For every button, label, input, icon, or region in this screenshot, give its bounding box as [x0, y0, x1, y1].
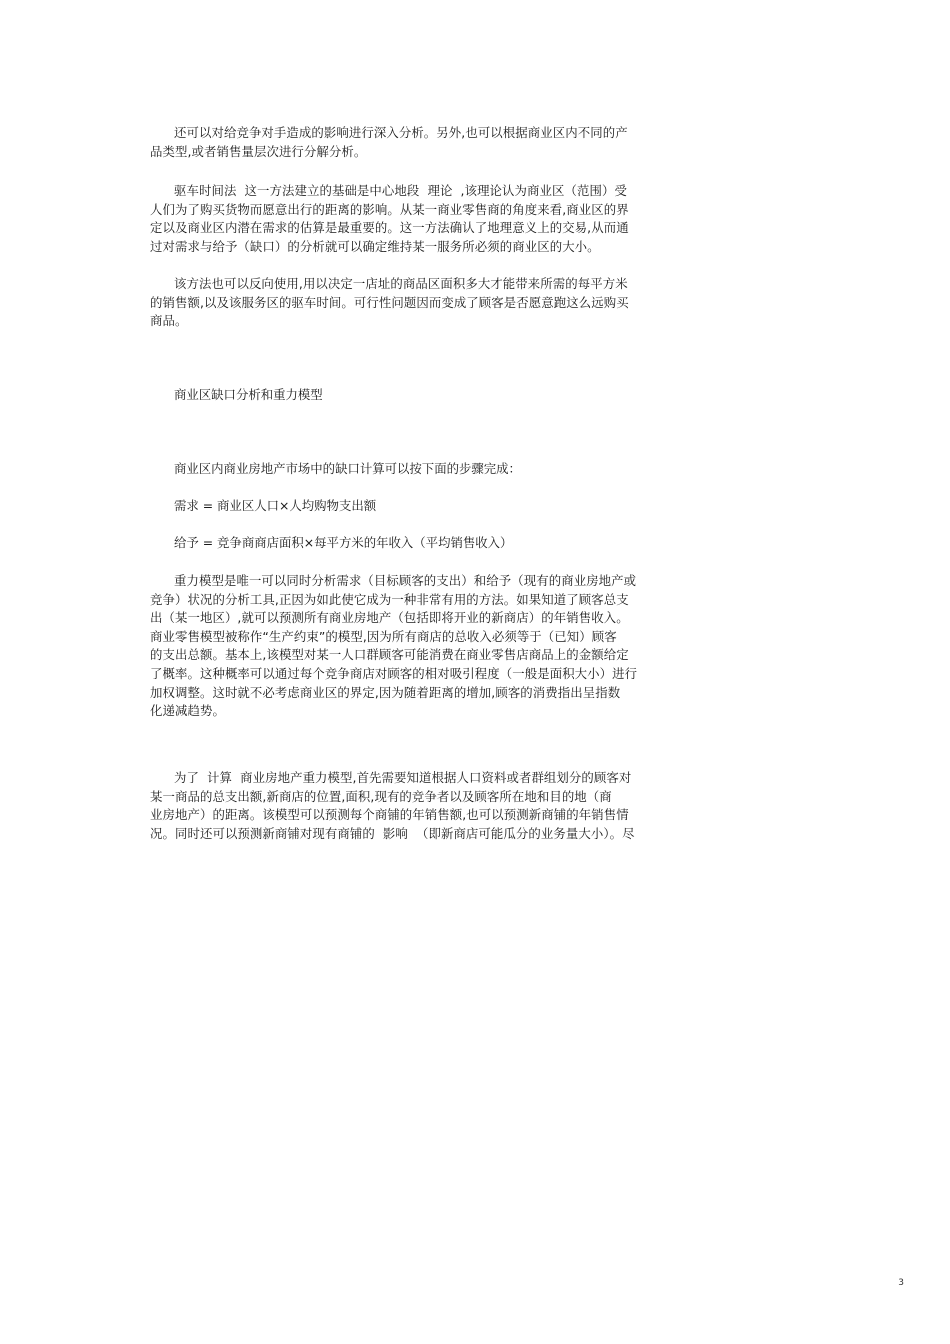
formula-supply: 给予 = 竞争商商店面积×每平方米的年收入（平均销售收入）	[174, 535, 513, 550]
intro-line: 商业区内商业房地产市场中的缺口计算可以按下面的步骤完成：	[174, 461, 521, 476]
text-line: 了概率。这种概率可以通过每个竞争商店对顾客的相对吸引程度（一般是面积大小）进行	[150, 665, 638, 681]
text-line: 该方法也可以反向使用,用以决定一店址的商品区面积多大才能带来所需的每平方米	[174, 276, 628, 291]
paragraph-competitor-analysis	[150, 124, 640, 161]
text-line: 加权调整。这时就不必考虑商业区的界定,因为随着距离的增加,顾客的消费指出呈指数	[150, 684, 621, 700]
text-line: 商品。	[150, 313, 188, 329]
text-line: 业房地产）的距离。该模型可以预测每个商铺的年销售额,也可以预测新商铺的年销售情	[150, 807, 629, 823]
text-line: 定以及商业区内潜在需求的估算是最重要的。这一方法确认了地理意义上的交易,从而通	[150, 220, 629, 236]
text-line: 化递减趋势。	[150, 703, 225, 719]
text-line: 的销售额,以及该服务区的驱车时间。可行性问题因而变成了顾客是否愿意跑这么远购买	[150, 294, 629, 310]
text-line: 某一商品的总支出额,新商店的位置,面积,现有的竞争者以及顾客所在地和目的地（商	[150, 788, 612, 804]
text-line: 为了 计算 商业房地产重力模型,首先需要知道根据人口资料或者群组划分的顾客对	[174, 770, 632, 785]
section-heading: 商业区缺口分析和重力模型	[174, 387, 323, 402]
paragraph-gravity-calculation	[150, 769, 640, 843]
text-line: 人们为了购买货物而愿意出行的距离的影响。从某一商业零售商的角度来看,商业区的界	[150, 201, 629, 217]
text-line: 还可以对给竞争对手造成的影响进行深入分析。另外,也可以根据商业区内不同的产	[174, 125, 628, 140]
text-line: 的支出总额。基本上,该模型对某一人口群顾客可能消费在商业零售店商品上的金额给定	[150, 647, 629, 663]
text-line: 况。同时还可以预测新商铺对现有商铺的 影响 （即新商店可能瓜分的业务量大小）。尽	[150, 825, 635, 841]
text-line: 驱车时间法 这一方法建立的基础是中心地段 理论 ,该理论认为商业区（范围）受	[174, 183, 627, 198]
page-number: 3	[898, 1278, 904, 1288]
text-line: 品类型,或者销售量层次进行分解分析。	[150, 143, 367, 159]
text-line: 商业零售模型被称作“生产约束”的模型,因为所有商店的总收入必须等于（已知）顾客	[150, 628, 617, 644]
paragraph-gravity-model	[150, 572, 640, 721]
text-line: 过对需求与给予（缺口）的分析就可以确定维持某一服务所必须的商业区的大小。	[150, 238, 600, 254]
text-line: 重力模型是唯一可以同时分析需求（目标顾客的支出）和给予（现有的商业房地产或	[174, 573, 637, 588]
paragraph-reverse-use	[150, 275, 640, 331]
text-line: 出（某一地区）,就可以预测所有商业房地产（包括即将开业的新商店）的年销售收入。	[150, 610, 629, 626]
paragraph-drive-time-method	[150, 182, 640, 256]
formula-demand: 需求 = 商业区人口×人均购物支出额	[174, 498, 377, 513]
text-line: 竞争）状况的分析工具,正因为如此使它成为一种非常有用的方法。如果知道了顾客总支	[150, 591, 629, 607]
